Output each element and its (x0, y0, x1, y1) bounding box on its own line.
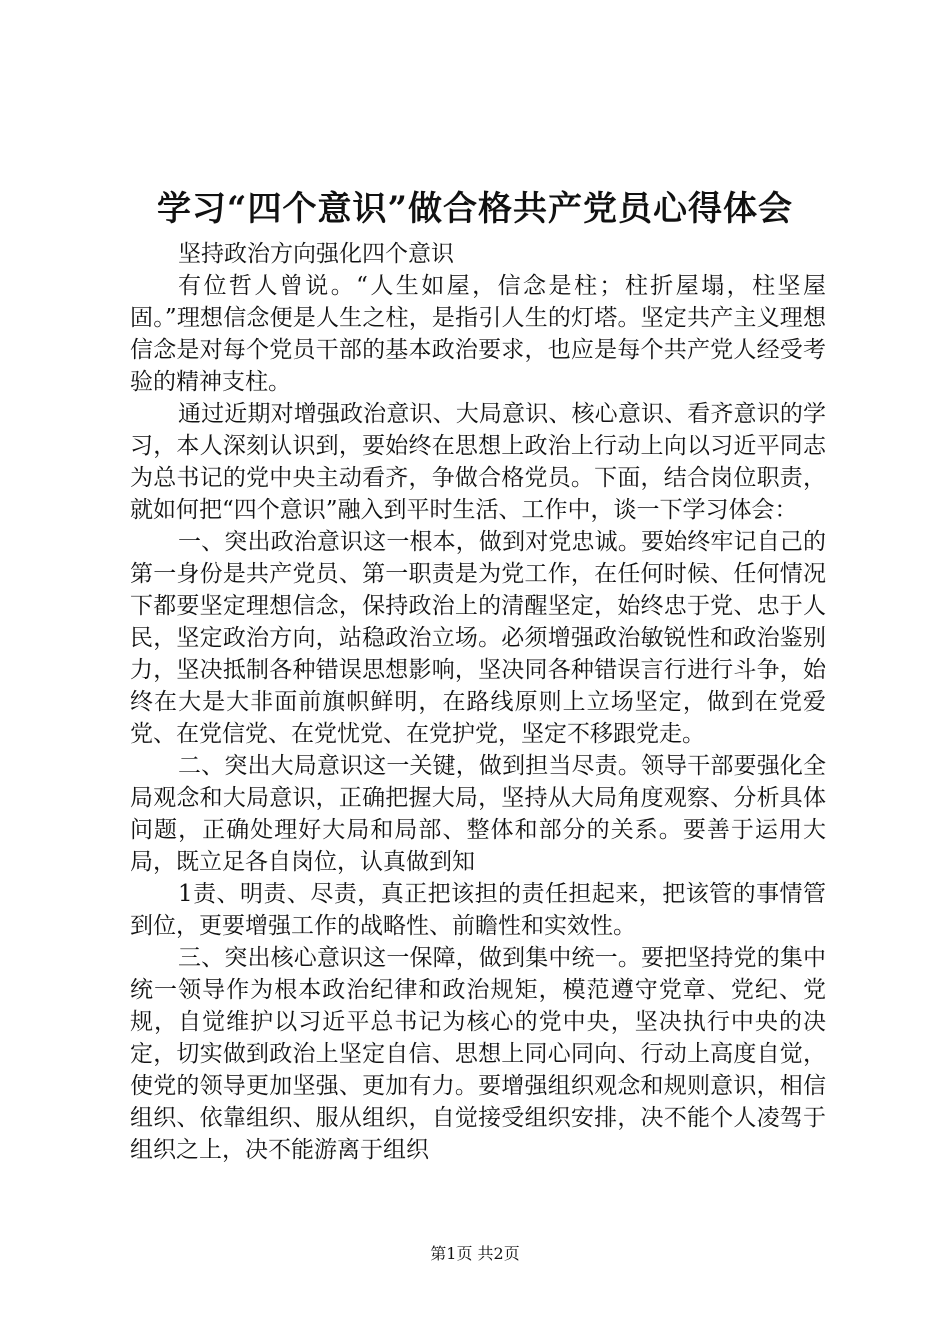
document-body (130, 238, 826, 1166)
page-footer: 第1页 共2页 (430, 1244, 520, 1263)
document-title: 学习“四个意识”做合格共产党员心得体会 (156, 189, 794, 229)
paragraph-3: 一、突出政治意识这一根本，做到对党忠诚。要始终牢记自己的第一身份是共产党员、第一职责是为党工作，在任何时候、任何情况下都要坚定理想信念，保持政治上的清醒坚定，始终忠于党、忠于人民，坚定政治方向，站稳政治立场。必须增强政治敏锐性和政治鉴别力，坚决抵制各种错误思想影响，坚决同各种错误言行进行斗争，始终在大是大非面前旗帜鲜明，在路线原则上立场坚定，做到在党爱党、在党信党、在党忧党、在党护党，坚定不移跟党走。 (130, 529, 826, 747)
paragraph-2: 通过近期对增强政治意识、大局意识、核心意识、看齐意识的学习，本人深刻认识到，要始终在思想上政治上行动上向以习近平同志为总书记的党中央主动看齐，争做合格党员。下面，结合岗位职责，就如何把“四个意识”融入到平时生活、工作中，谈一下学习体会： (130, 401, 826, 523)
paragraph-4: 二、突出大局意识这一关键，做到担当尽责。领导干部要强化全局观念和大局意识，正确把握大局，坚持从大局角度观察、分析具体问题，正确处理好大局和局部、整体和部分的关系。要善于运用大局，既立足各自岗位，认真做到知 (130, 753, 826, 875)
paragraph-subtitle: 坚持政治方向强化四个意识 (178, 241, 454, 267)
paragraph-1: 有位哲人曾说。“人生如屋，信念是柱；柱折屋塌，柱坚屋固。”理想信念便是人生之柱，是指引人生的灯塔。坚定共产主义理想信念是对每个党员干部的基本政治要求，也应是每个共产党人经受考验的精神支柱。 (130, 273, 826, 395)
paragraph-5: 1责、明责、尽责，真正把该担的责任担起来，把该管的事情管到位，更要增强工作的战略性、前瞻性和实效性。 (130, 881, 826, 939)
paragraph-6: 三、突出核心意识这一保障，做到集中统一。要把坚持党的集中统一领导作为根本政治纪律和政治规矩，模范遵守党章、党纪、党规，自觉维护以习近平总书记为核心的党中央，坚决执行中央的决定，切实做到政治上坚定自信、思想上同心同向、行动上高度自觉，使党的领导更加坚强、更加有力。要增强组织观念和规则意识，相信组织、依靠组织、服从组织，自觉接受组织安排，决不能个人凌驾于组织之上，决不能游离于组织 (130, 945, 826, 1163)
